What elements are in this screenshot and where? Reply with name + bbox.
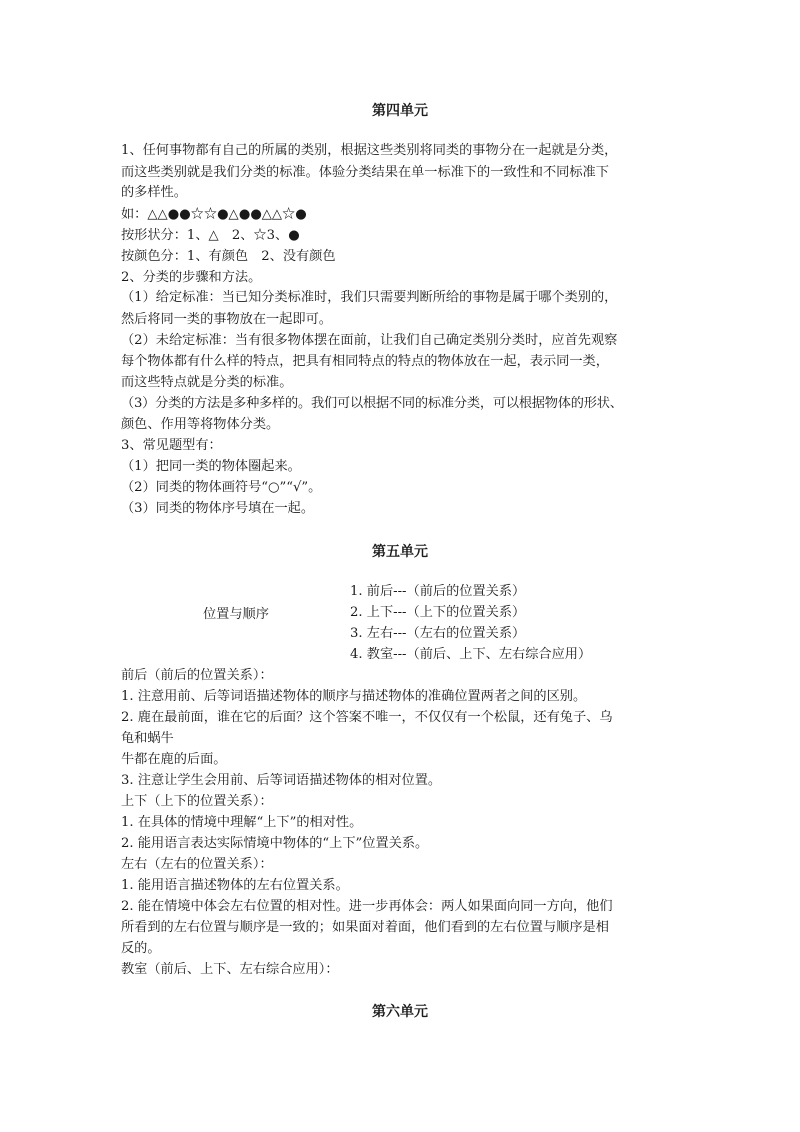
unit5-line: 牛都在鹿的后面。 [121,752,227,767]
topic-item: 1. 前后---（前后的位置关系） [350,584,526,599]
unit4-line: 2、分类的步骤和方法。 [121,270,262,285]
unit5-line: 前后（前后的位置关系）： [121,668,273,683]
unit4-line: 然后将同一类的事物放在一起即可。 [121,312,332,327]
unit4-line: 如：△△●●☆☆●△●●△△☆● [121,207,307,222]
unit5-line: 教室（前后、上下、左右综合应用）： [121,962,339,977]
unit4-line: 的多样性。 [121,185,187,200]
unit5-line: 1. 注意用前、后等词语描述物体的顺序与描述物体的准确位置两者之间的区别。 [121,689,587,704]
unit4-line: 每个物体都有什么样的特点，把具有相同特点的特点的物体放在一起，表示同一类， [121,354,609,369]
unit4-line: （3）分类的方法是多种多样的。我们可以根据不同的标准分类，可以根据物体的形状、 [121,396,623,411]
unit4-line: （2）同类的物体画符号“○”“√”。 [121,480,322,495]
unit5-line: 上下（上下的位置关系）： [121,794,273,809]
unit4-line: 按形状分：1、△ 2、☆3、● [121,228,300,243]
unit5-line: 1. 能用语言描述物体的左右位置关系。 [121,878,349,893]
unit5-line: 3. 注意让学生会用前、后等词语描述物体的相对位置。 [121,773,442,788]
unit5-line: 龟和蜗牛 [121,731,174,746]
unit4-line: 颜色、作用等将物体分类。 [121,417,280,432]
unit4-line: （1）把同一类的物体圈起来。 [121,459,301,474]
unit5-line: 所看到的左右位置与顺序是一致的；如果面对着面，他们看到的左右位置与顺序是相 [121,920,609,935]
unit5-title: 第五单元 [372,544,428,560]
unit4-line: 3、常见题型有： [121,438,222,453]
topic-item: 4. 教室---（前后、上下、左右综合应用） [350,647,592,662]
unit4-line: （1）给定标准：当已知分类标准时，我们只需要判断所给的事物是属于哪个类别的， [121,290,618,305]
topic-item: 3. 左右---（左右的位置关系） [350,626,526,641]
topic-label: 位置与顺序 [203,607,269,622]
unit4-line: 按颜色分：1、有颜色 2、没有颜色 [121,249,336,264]
unit4-line: 而这些特点就是分类的标准。 [121,375,293,390]
unit5-line: 2. 能用语言表达实际情境中物体的“上下”位置关系。 [121,836,429,851]
unit5-line: 2. 鹿在最前面，谁在它的后面？这个答案不唯一，不仅仅有一个松鼠，还有兔子、乌 [121,710,613,725]
unit5-line: 左右（左右的位置关系）： [121,857,273,872]
unit5-line: 反的。 [121,941,161,956]
unit4-line: （3）同类的物体序号填在一起。 [121,501,315,516]
topic-item: 2. 上下---（上下的位置关系） [350,605,526,620]
unit4-line: 1、任何事物都有自己的所属的类别，根据这些类别将同类的事物分在一起就是分类， [121,143,618,158]
unit4-line: 而这些类别就是我们分类的标准。体验分类结果在单一标准下的一致性和不同标准下 [121,165,609,180]
unit4-line: （2）未给定标准：当有很多物体摆在面前，让我们自己确定类别分类时，应首先观察 [121,333,618,348]
unit6-title: 第六单元 [372,1004,428,1020]
unit5-line: 2. 能在情境中体会左右位置的相对性。进一步再体会：两人如果面向同一方向，他们 [121,899,613,914]
unit5-line: 1. 在具体的情境中理解“上下”的相对性。 [121,815,363,830]
unit4-title: 第四单元 [372,103,428,119]
